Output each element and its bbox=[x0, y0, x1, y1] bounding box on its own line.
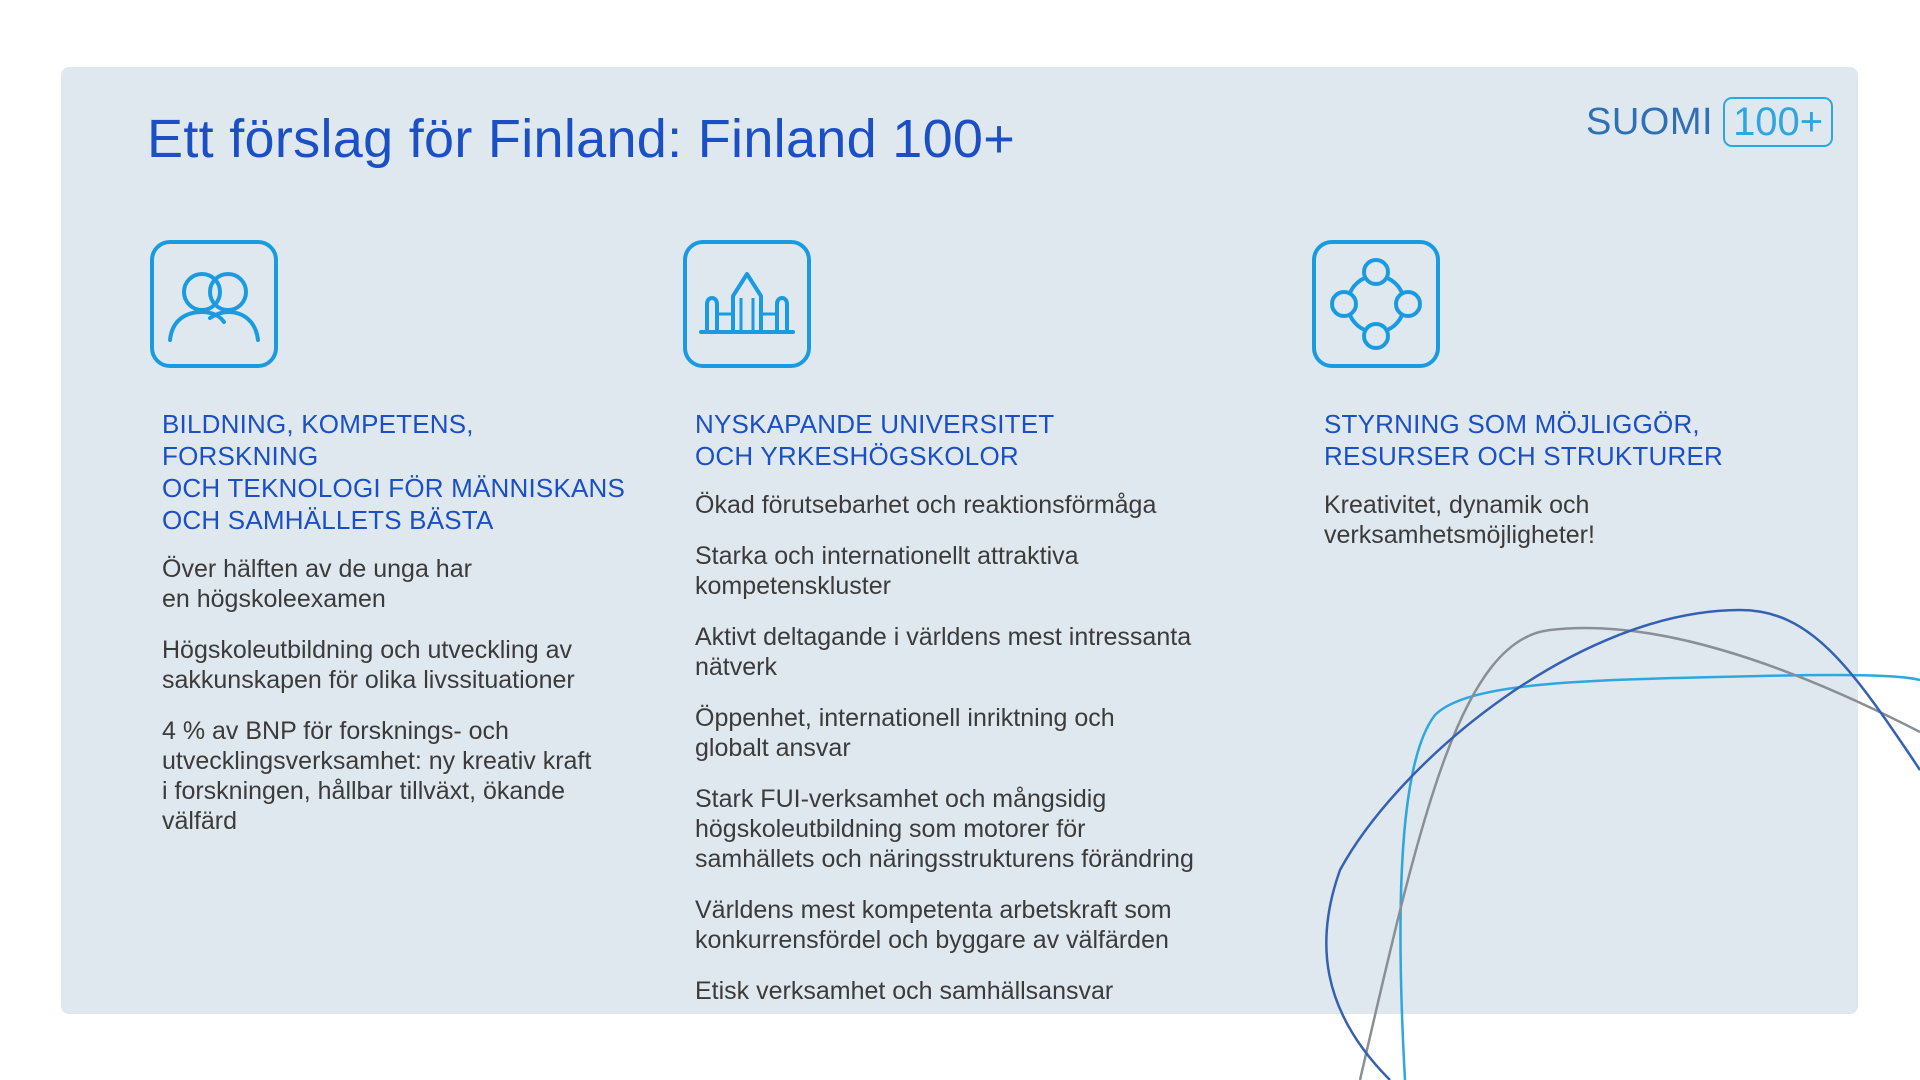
column-universities bbox=[683, 240, 1243, 1027]
column-list bbox=[695, 490, 1243, 1006]
list-item: Etisk verksamhet och samhällsansvar bbox=[695, 977, 1114, 1005]
list-item: 4 % av BNP för forsknings- och utvecklingsverksamhet: ny kreativ kraft i forskningen, hållbar tillväxt, ökande välfärd bbox=[162, 717, 592, 835]
column-list bbox=[1324, 490, 1762, 550]
list-item: Aktivt deltagande i världens mest intressanta nätverk bbox=[695, 623, 1192, 681]
list-item: Stark FUI-verksamhet och mångsidig högskoleutbildning som motorer för samhällets och näringsstrukturens förändring bbox=[695, 785, 1194, 873]
list-item: Kreativitet, dynamik och verksamhetsmöjligheter! bbox=[1324, 491, 1595, 549]
network-icon bbox=[1312, 240, 1440, 368]
column-heading: NYSKAPANDE UNIVERSITET OCH YRKESHÖGSKOLOR bbox=[695, 409, 1055, 471]
column-governance bbox=[1312, 240, 1762, 571]
page-title: Ett förslag för Finland: Finland 100+ bbox=[147, 109, 1016, 169]
logo-box: 100+ bbox=[1723, 97, 1833, 147]
university-icon bbox=[683, 240, 811, 368]
logo-word: SUOMI bbox=[1586, 101, 1714, 143]
column-heading: BILDNING, KOMPETENS, FORSKNING OCH TEKNOLOGI FÖR MÄNNISKANS OCH SAMHÄLLETS BÄSTA bbox=[162, 409, 626, 535]
suomi-100-logo bbox=[1586, 96, 1833, 148]
column-education bbox=[150, 240, 630, 857]
list-item: Öppenhet, internationell inriktning och globalt ansvar bbox=[695, 704, 1115, 762]
people-icon bbox=[150, 240, 278, 368]
column-heading: STYRNING SOM MÖJLIGGÖR, RESURSER OCH STRUKTURER bbox=[1324, 409, 1723, 471]
list-item: Världens mest kompetenta arbetskraft som konkurrensfördel och byggare av välfärden bbox=[695, 896, 1172, 954]
column-list bbox=[162, 554, 630, 836]
list-item: Starka och internationellt attraktiva kompetenskluster bbox=[695, 542, 1079, 600]
list-item: Ökad förutsebarhet och reaktionsförmåga bbox=[695, 491, 1157, 519]
list-item: Över hälften av de unga har en högskoleexamen bbox=[162, 555, 472, 613]
list-item: Högskoleutbildning och utveckling av sakkunskapen för olika livssituationer bbox=[162, 636, 575, 694]
